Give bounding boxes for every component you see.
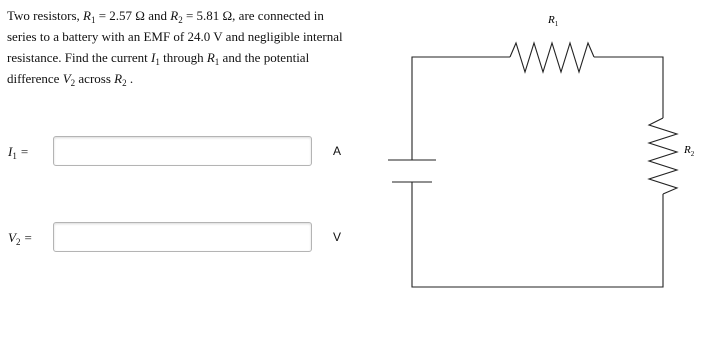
text: . — [126, 71, 134, 86]
v2-sub: 2 — [70, 78, 76, 88]
text: Two resistors, — [7, 8, 84, 23]
v2-var: V — [8, 230, 16, 245]
equals-sign: = — [24, 230, 32, 245]
r2-sub: 2 — [178, 15, 183, 25]
r2-var: R — [170, 8, 179, 23]
equals-sign: = — [20, 144, 29, 159]
v2-var: V — [62, 71, 71, 86]
r2-label: $R_2$ — [684, 144, 695, 158]
i1-var: I — [151, 50, 156, 65]
r1-var: R — [83, 8, 91, 23]
r1-label: $R_1$ — [548, 14, 559, 28]
resistor-r1 — [510, 43, 594, 72]
wire-top-left — [412, 57, 510, 160]
r1-sub: 1 — [90, 15, 96, 25]
wire-top-right — [594, 57, 663, 118]
r2-sub: 2 — [122, 78, 127, 88]
text: = 2.57 Ω and — [95, 8, 171, 23]
v2-sub: 2 — [15, 237, 21, 247]
r1-sub: 1 — [214, 57, 220, 67]
i1-sub: 1 — [155, 57, 160, 67]
resistor-r2 — [649, 118, 677, 194]
text: through — [159, 50, 207, 65]
r1-var: R — [206, 50, 215, 65]
voltage-unit: V — [333, 230, 342, 244]
text: and the potential difference — [7, 50, 310, 86]
i1-sub: 1 — [12, 151, 17, 161]
wire-bottom — [412, 182, 663, 287]
text: = 5.81 Ω, are connected in series to a battery with an EMF of 24.0 V and negligible internal resistance. Find the current — [7, 8, 343, 65]
i1-var: I — [8, 144, 13, 159]
r2-var: R — [114, 71, 123, 86]
current-unit: A — [333, 144, 342, 158]
text: across — [75, 71, 115, 86]
